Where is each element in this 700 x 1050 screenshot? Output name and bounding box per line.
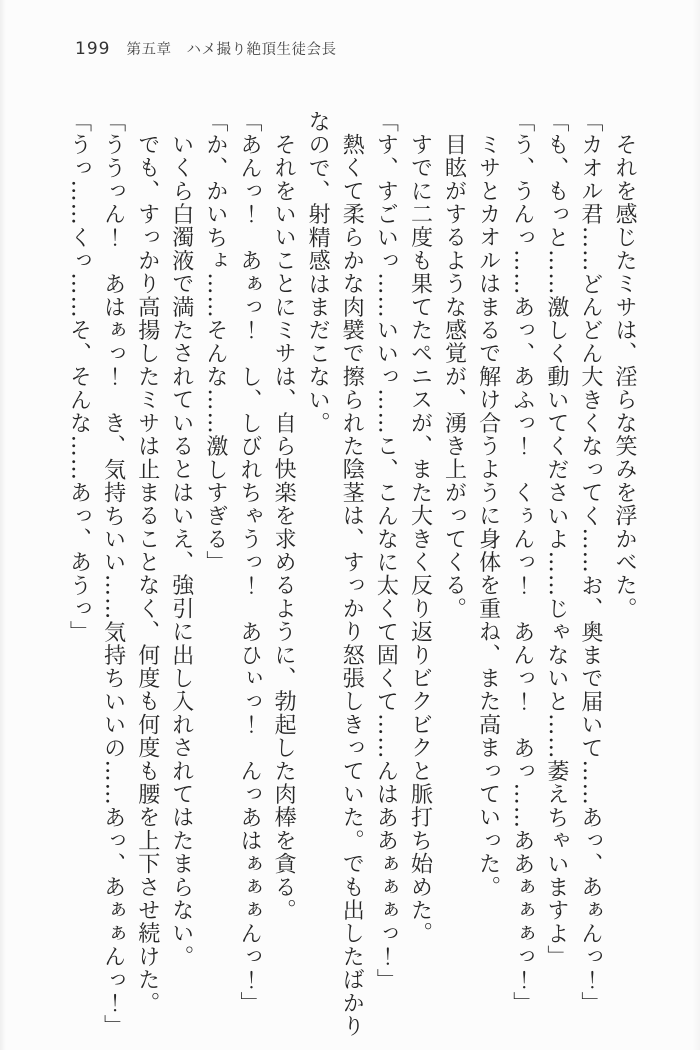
text-column: それを感じたミサは、淫らな笑みを浮かべた。	[612, 133, 637, 621]
dialogue-column: 「う、うんっ……あっ、あふっ！ くぅんっ！ あんっ！ あっ……ああぁぁぁっ！」	[509, 110, 535, 1015]
body-text	[61, 110, 641, 1046]
text-column: ミサとカオルはまるで解け合うように身体を重ね、また高まっていった。	[475, 133, 501, 899]
text-column: でも、すっかり高揚したミサは止まることなく、何度も何度も腰を上下させ続けた。	[134, 133, 160, 1015]
dialogue-column: 「あんっ！ あぁっ！ し、しびれちゃうっ！ あひぃっ！ んっあはぁぁぁんっ！」	[236, 110, 262, 1015]
dialogue-column: 「か、かいちょ……そんな……激しすぎる」	[202, 110, 228, 574]
dialogue-column: 「カオル君……どんどん大きくなってく……お、奥まで届いて……あっ、あぁんっ！」	[577, 110, 603, 1015]
dialogue-column: 「す、すごいっ……いいっ……こ、こんなに太くて固くて……んはああぁぁぁっ！」	[373, 110, 399, 992]
text-column: いくら白濁液で満たされているとはいえ、強引に出し入れされてはたまらない。	[168, 133, 194, 969]
dialogue-column: 「も、もっと……激しく動いてくださいよ……じゃないと……萎えちゃいますよ」	[543, 110, 569, 969]
dialogue-column: 「うっ……くっ……そ、そんな……あっ、あうっ」	[66, 110, 92, 644]
dialogue-column: 「ううっん！ あはぁっ！ き、気持ちいい……気持ちいいの……あっ、あぁぁんっ！」	[100, 110, 126, 1038]
text-column-continuation: なので、射精感はまだこない。	[305, 110, 331, 435]
chapter-title: 第五章 ハメ撮り絶頂生徒会長	[126, 42, 337, 58]
text-column: すでに二度も果てたペニスが、また大きく反り返りビクビクと脈打ち始めた。	[407, 133, 433, 945]
text-column: それをいいことにミサは、自ら快楽を求めるように、勃起した肉棒を貪る。	[271, 133, 297, 922]
text-column: 目眩がするような感覚が、湧き上がってくる。	[441, 133, 467, 621]
page-number: 199	[75, 39, 111, 59]
text-column: 熱くて柔らかな肉襞で擦られた陰茎は、すっかり怒張しきっていた。でも出したばかり	[339, 133, 365, 1038]
running-header	[75, 38, 336, 59]
